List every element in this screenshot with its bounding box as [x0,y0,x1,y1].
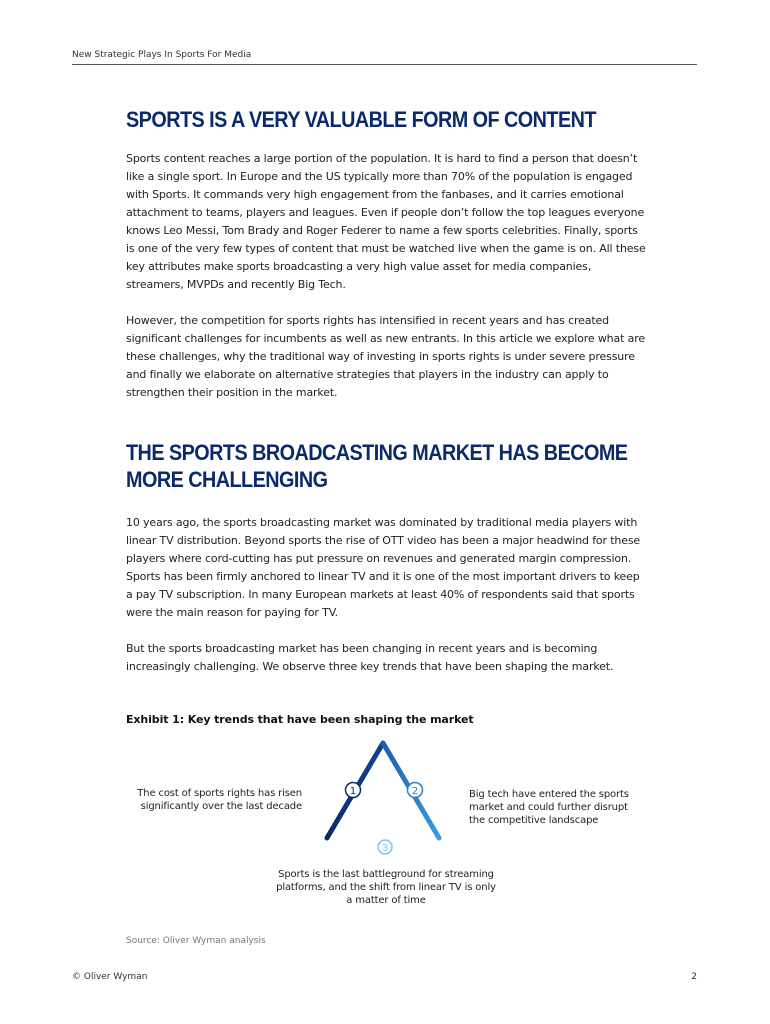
trend-2-line-1: Big tech have entered the sports [469,789,629,800]
trend-number-2: 2 [411,786,419,797]
section-1-paragraph-2: However, the competition for sports rights has intensified in recent years and has created significant challenges for incumbents as well as new entrants. In this article we explore what are these challenges, why the traditional way of investing in sports rights is under severe pressure and finally we elaborate on alternative strategies that players in the industry can apply to strengthen their position in the market. [126,314,645,399]
trend-2-text [469,788,649,827]
trend-2-line-2: market and could further disrupt [469,802,628,813]
running-header: New Strategic Plays In Sports For Media [72,50,697,65]
section-2 [126,439,646,493]
trend-number-1: 1 [349,786,357,797]
section-2-paragraph-1: 10 years ago, the sports broadcasting market was dominated by traditional media players with linear TV distribution. Beyond sports the rise of OTT video has been a major headwind for these players where cord-cutting has put pressure on revenues and generated margin compression. Sports has been firmly anchored to linear TV and it is one of the most important drivers to keep a pay TV subscription. In many European markets at least 40% of respondents said that sports were the main reason for paying for TV. [126,516,641,619]
section-1 [126,106,646,133]
trend-3-line-3: a matter of time [346,895,426,906]
trend-2-line-3: the competitive landscape [469,815,599,826]
footer-page-number: 2 [691,972,697,982]
trend-1-text [120,787,302,813]
section-1-paragraph-1: Sports content reaches a large portion of the population. It is hard to find a person that doesn’t like a single sport. In Europe and the US typically more than 70% of the population is engaged with Sports. It commands very high engagement from the fanbases, and it carries emotional attachment to teams, players and leagues. Even if people don’t follow the top leagues everyone knows Leo Messi, Tom Brady and Roger Federer to name a few sports celebrities. Finally, sports is one of the very few types of content that must be watched live when the game is on. All these key attributes make sports broadcasting a very high value asset for media companies, streamers, MVPDs and recently Big Tech. [126,152,646,291]
section-1-body [126,150,646,402]
trend-3-line-2: platforms, and the shift from linear TV is only [276,882,496,893]
section-1-heading: SPORTS IS A VERY VALUABLE FORM OF CONTENT [126,107,596,132]
trend-marker-1 [346,783,361,798]
trend-3-line-1: Sports is the last battleground for streaming [278,869,494,880]
trend-3-text [255,868,517,907]
section-2-body [126,514,646,676]
trend-marker-2 [408,783,423,798]
exhibit-title: Exhibit 1: Key trends that have been shaping the market [126,713,474,726]
trend-1-line-1: The cost of sports rights has risen [137,788,302,799]
trends-triangle-diagram [310,735,460,860]
exhibit-source: Source: Oliver Wyman analysis [126,936,266,946]
section-2-heading-line-1: THE SPORTS BROADCASTING MARKET HAS BECOME [126,440,628,465]
footer-copyright: © Oliver Wyman [72,972,148,982]
trend-1-line-2: significantly over the last decade [140,801,302,812]
trend-marker-3 [378,840,392,854]
trend-number-3: 3 [381,843,389,854]
section-2-paragraph-2: But the sports broadcasting market has been changing in recent years and is becoming increasingly challenging. We observe three key trends that have been shaping the market. [126,642,614,673]
section-2-heading-line-2: MORE CHALLENGING [126,467,328,492]
